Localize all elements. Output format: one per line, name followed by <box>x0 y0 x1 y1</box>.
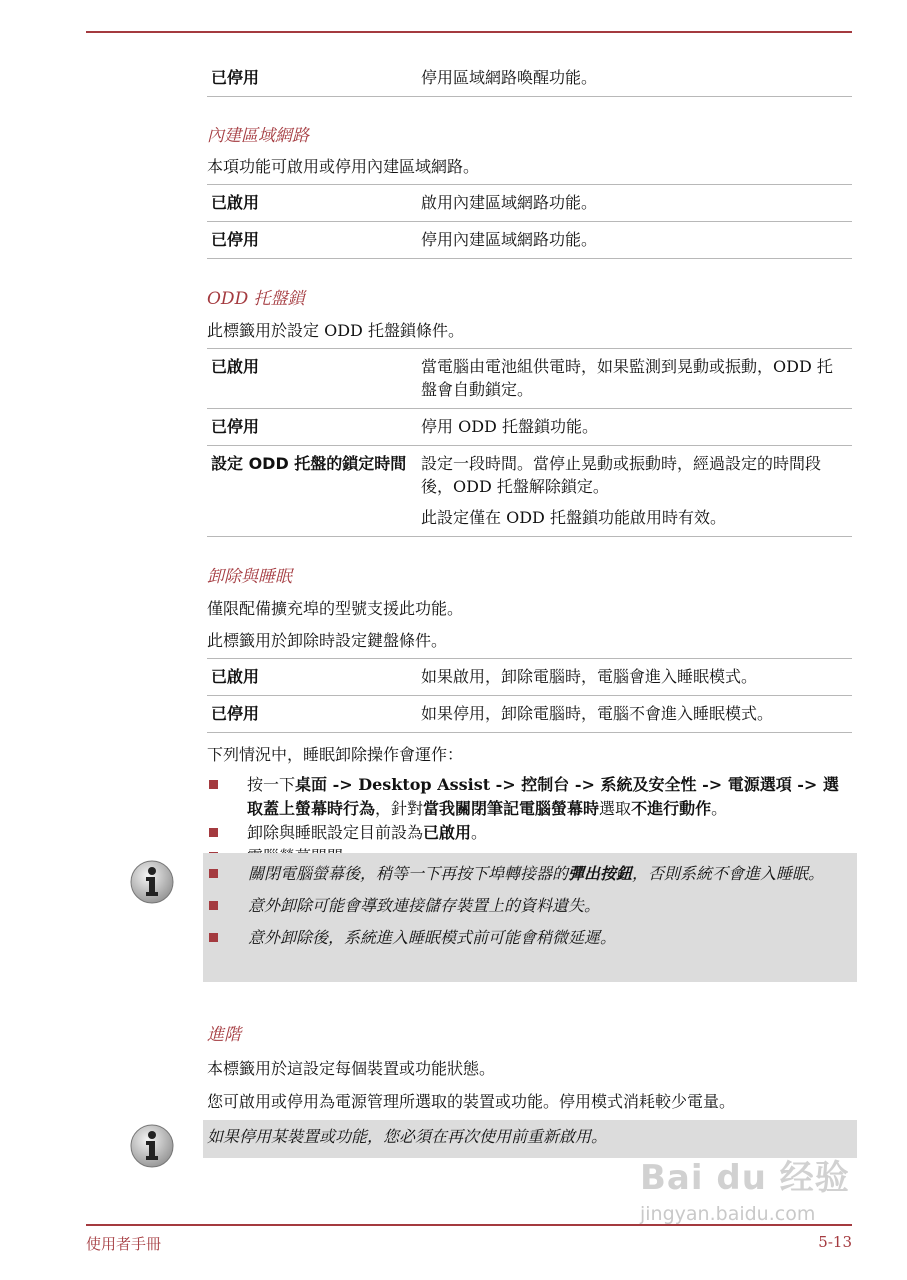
note-item: 意外卸除可能會導致連接儲存裝置上的資料遺失。 <box>207 894 849 918</box>
row-value: 如果啟用，卸除電腦時，電腦會進入睡眠模式。 <box>421 667 758 686</box>
list-item: 卸除與睡眠設定目前設為已啟用。 <box>207 821 852 845</box>
table-row <box>207 60 852 97</box>
lan-table <box>207 184 852 259</box>
note-item: 意外卸除後，系統進入睡眠模式前可能會稍微延遲。 <box>207 926 849 950</box>
table-row <box>207 222 852 259</box>
table-row <box>207 348 852 409</box>
row-key: 已停用 <box>211 230 260 249</box>
watermark <box>640 1150 850 1225</box>
row-value: 當電腦由電池組供電時，如果監測到晃動或振動，ODD 托盤會自動鎖定。 <box>421 357 833 399</box>
row-key: 已啟用 <box>211 357 260 376</box>
header-rule <box>86 31 852 33</box>
condition-intro: 下列情況中，睡眠卸除操作會運作： <box>207 745 464 764</box>
section-desc: 您可啟用或停用為電源管理所選取的裝置或功能。停用模式消耗較少電量。 <box>207 1092 736 1111</box>
note-list <box>203 853 857 950</box>
section-desc: 此標籤用於卸除時設定鍵盤條件。 <box>207 631 448 650</box>
odd-table <box>207 348 852 537</box>
section-desc: 僅限配備擴充埠的型號支援此功能。 <box>207 599 464 618</box>
section-heading-undock: 卸除與睡眠 <box>207 567 292 587</box>
table-row <box>207 696 852 733</box>
row-value-line: 設定一段時間。當停止晃動或振動時，經過設定的時間段後，ODD 托盤解除鎖定。 <box>421 454 822 496</box>
row-value: 停用內建區域網路功能。 <box>421 230 598 249</box>
table-row <box>207 658 852 696</box>
row-key: 已停用 <box>211 704 260 723</box>
section-heading-odd: ODD 托盤鎖 <box>207 289 305 309</box>
row-value: 停用 ODD 托盤鎖功能。 <box>421 417 598 436</box>
list-item: 按一下桌面 -> Desktop Assist -> 控制台 -> 系統及安全性 -> 電源選項 -> 選取蓋上螢幕時行為，針對當我關閉筆記電腦螢幕時選取不進行動作。 <box>207 773 852 821</box>
table-row <box>207 409 852 446</box>
note-text: 如果停用某裝置或功能，您必須在再次使用前重新啟用。 <box>207 1127 608 1146</box>
watermark-url: jingyan.baidu.com <box>640 1203 816 1225</box>
info-icon <box>130 1124 174 1168</box>
footer-rule <box>86 1224 852 1226</box>
watermark-logo-text: Bai du 经验 <box>640 1158 850 1198</box>
row-value: 如果停用，卸除電腦時，電腦不會進入睡眠模式。 <box>421 704 774 723</box>
row-key: 已啟用 <box>211 193 260 212</box>
table-row <box>207 446 852 537</box>
advanced-section <box>207 1020 852 1114</box>
section-desc: 本項功能可啟用或停用內建區域網路。 <box>207 157 480 176</box>
section-desc: 此標籤用於設定 ODD 托盤鎖條件。 <box>207 321 464 340</box>
page-number: 5-13 <box>818 1233 852 1251</box>
row-key: 設定 ODD 托盤的鎖定時間 <box>211 454 407 473</box>
note-item: 關閉電腦螢幕後，稍等一下再按下埠轉接器的彈出按鈕，否則系統不會進入睡眠。 <box>207 862 849 886</box>
section-heading-lan: 內建區域網路 <box>207 126 309 146</box>
undock-table <box>207 658 852 733</box>
row-key: 已停用 <box>211 68 260 87</box>
table-row <box>207 184 852 222</box>
section-heading-advanced: 進階 <box>207 1025 241 1045</box>
info-icon <box>130 860 174 904</box>
row-value: 啟用內建區域網路功能。 <box>421 193 598 212</box>
row-value: 停用區域網路喚醒功能。 <box>421 68 598 87</box>
row-value-line: 此設定僅在 ODD 托盤鎖功能啟用時有效。 <box>421 508 726 527</box>
note-box <box>203 853 857 982</box>
page-content <box>207 60 852 869</box>
section-desc: 本標籤用於這設定每個裝置或功能狀態。 <box>207 1059 496 1078</box>
row-key: 已啟用 <box>211 667 260 686</box>
footer-title: 使用者手冊 <box>86 1235 162 1253</box>
row-key: 已停用 <box>211 417 260 436</box>
row-value <box>417 446 852 536</box>
